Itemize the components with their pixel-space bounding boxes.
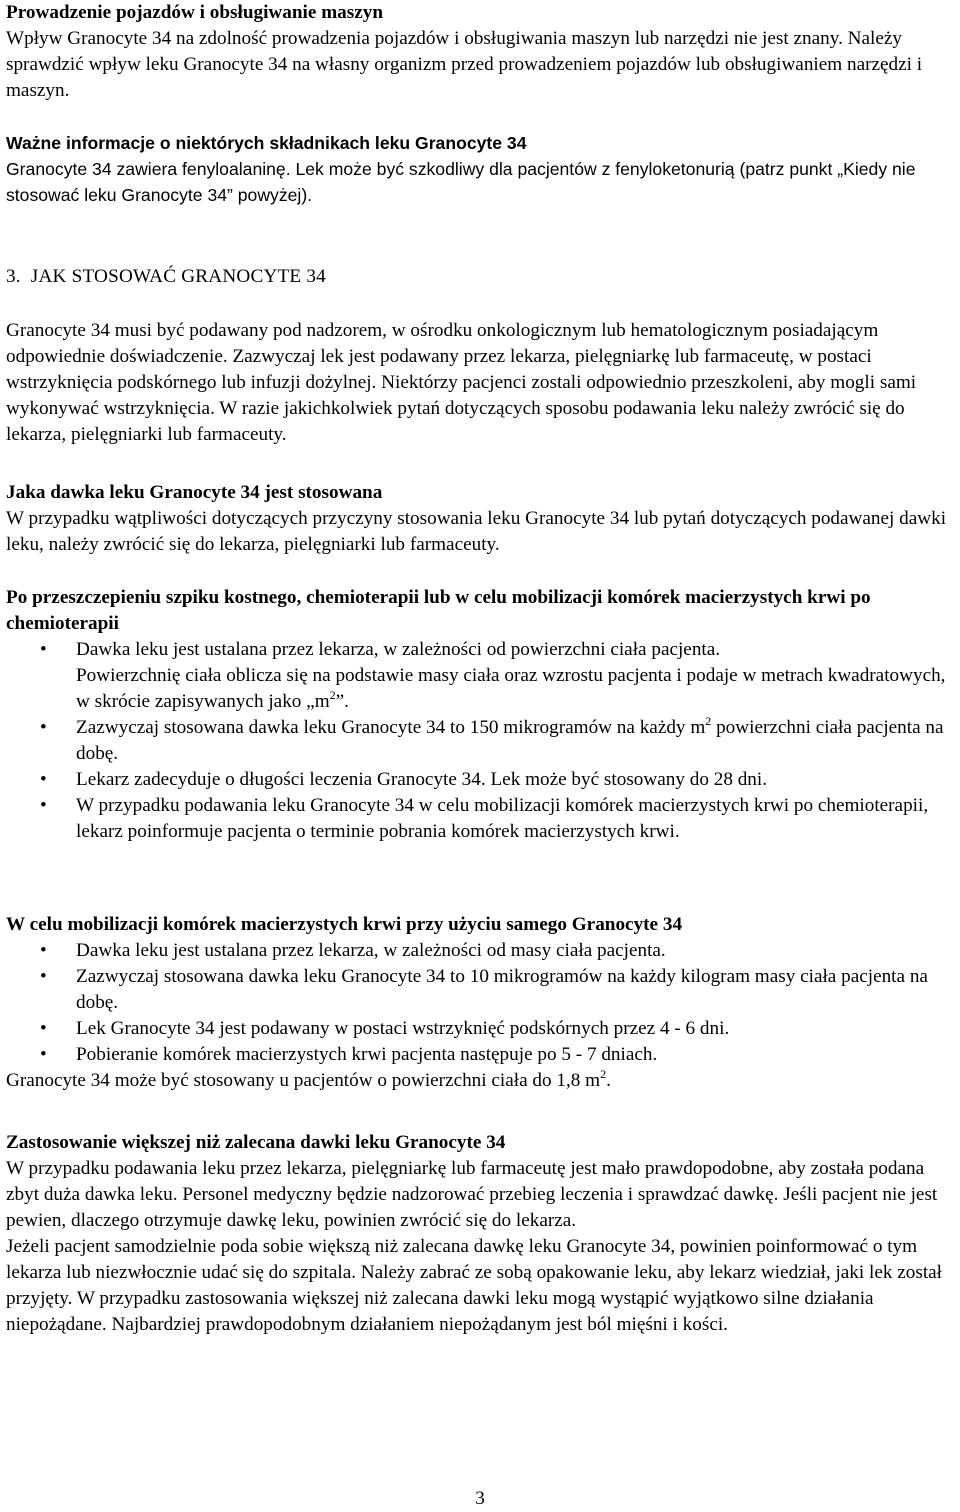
bullet-icon: • [40,940,47,961]
section-driving [6,0,954,104]
list-item-text-end: powierzchni ciała pacjenta na dobę. [76,717,944,764]
list-item-text: W przypadku podawania leku Granocyte 34 w celu mobilizacji komórek macierzystych krwi po chemioterapii, lekarz poinformuje pacjenta o terminie pobrania komórek macierzystych krwi. [76,795,929,842]
list-item [6,767,954,793]
section-mobilization [6,912,954,1094]
superscript: 2 [705,714,712,728]
section-heading: Po przeszczepieniu szpiku kostnego, chemioterapii lub w celu mobilizacji komórek macierzystych krwi po chemioterapii [6,587,871,634]
list-item-text: Dawka leku jest ustalana przez lekarza, w zależności od powierzchni ciała pacjenta. [76,639,721,660]
list-item [6,715,954,767]
section-heading: W celu mobilizacji komórek macierzystych krwi przy użyciu samego Granocyte 34 [6,914,683,935]
bullet-icon: • [40,966,47,987]
section-ingredients [6,130,954,208]
list-item-extra-end: ”. [335,691,349,712]
list-item [6,637,954,715]
note-text: Granocyte 34 może być stosowany u pacjentów o powierzchni ciała do 1,8 m [6,1070,601,1091]
list-item-text: Pobieranie komórek macierzystych krwi pacjenta następuje po 5 - 7 dniach. [76,1044,658,1065]
section-note [6,1068,954,1094]
list-item [6,793,954,845]
section-paragraph: Jeżeli pacjent samodzielnie poda sobie większą niż zalecana dawkę leku Granocyte 34, powinien poinformować o tym lekarza lub niezwłocznie udać się do szpitala. Należy zabrać ze sobą opakowanie leku, aby lekarz wiedział, jaki lek został przyjęty. W przypadku zastosowania większej niż zalecana dawki leku mogą wystąpić wyjątkowo silne działania niepożądane. Najbardziej prawdopodobnym działaniem niepożądanym jest ból mięśni i kości. [6,1236,943,1335]
section-paragraph: Granocyte 34 musi być podawany pod nadzorem, w ośrodku onkologicznym lub hematologicznym posiadającym odpowiednie doświadczenie. Zazwyczaj lek jest podawany przez lekarza, pielęgniarkę lub farmaceutę, w postaci wstrzyknięcia podskórnego lub infuzji dożylnej. Niektórzy pacjenci zostali odpowiednio przeszkoleni, aby mogli sami wykonywać wstrzyknięcia. W razie jakichkolwiek pytań dotyczących sposobu podawania leku należy zwrócić się do lekarza, pielęgniarki lub farmaceuty. [6,320,917,445]
section-heading: Zastosowanie większej niż zalecana dawki leku Granocyte 34 [6,1132,506,1153]
superscript: 2 [329,688,336,702]
list-item [6,938,954,964]
section-paragraph: W przypadku podawania leku przez lekarza, pielęgniarkę lub farmaceutę jest mało prawdopodobne, aby została podana zbyt duża dawka leku. Personel medyczny będzie nadzorować przebieg leczenia i sprawdzać dawkę. Jeśli pacjent nie jest pewien, dlaczego otrzymuje dawkę leku, powinien zwrócić się do lekarza. [6,1158,938,1231]
list-item-text: Dawka leku jest ustalana przez lekarza, w zależności od masy ciała pacjenta. [76,940,666,961]
list-item-extra: Powierzchnię ciała oblicza się na podstawie masy ciała oraz wzrostu pacjenta i podaje w metrach kwadratowych, w skrócie zapisywanych jako „m [76,665,946,712]
list-item [6,1016,954,1042]
section-number: 3. [6,266,21,287]
bullet-icon: • [40,1018,47,1039]
list-item-text: Lekarz zadecyduje o długości leczenia Granocyte 34. Lek może być stosowany do 28 dni. [76,769,768,790]
bullet-icon: • [40,795,47,816]
superscript: 2 [600,1067,607,1081]
section-heading: JAK STOSOWAĆ GRANOCYTE 34 [30,266,326,287]
section-how-to-use-body [6,318,954,448]
section-paragraph: W przypadku wątpliwości dotyczących przyczyny stosowania leku Granocyte 34 lub pytań dotyczących podawanej dawki leku, należy zwrócić się do lekarza, pielęgniarki lub farmaceuty. [6,508,947,555]
section-heading: Prowadzenie pojazdów i obsługiwanie maszyn [6,2,384,23]
list-item-text: Zazwyczaj stosowana dawka leku Granocyte 34 to 10 mikrogramów na każdy kilogram masy ciała pacjenta na dobę. [76,966,928,1013]
section-dose [6,480,954,558]
list-item [6,1042,954,1068]
page-number: 3 [475,1488,485,1509]
bullet-list [6,938,954,1068]
section-heading: Ważne informacje o niektórych składnikach leku Granocyte 34 [6,133,527,153]
section-transplant [6,585,954,845]
bullet-icon: • [40,769,47,790]
list-item-text: Zazwyczaj stosowana dawka leku Granocyte 34 to 150 mikrogramów na każdy m [76,717,706,738]
bullet-icon: • [40,717,47,738]
bullet-list [6,637,954,845]
section-overdose [6,1130,954,1338]
list-item-text: Lek Granocyte 34 jest podawany w postaci wstrzyknięć podskórnych przez 4 - 6 dni. [76,1018,730,1039]
section-how-to-use-heading [6,264,326,290]
note-end: . [606,1070,611,1091]
list-item [6,964,954,1016]
section-heading: Jaka dawka leku Granocyte 34 jest stosowana [6,482,383,503]
section-paragraph: Granocyte 34 zawiera fenyloalaninę. Lek może być szkodliwy dla pacjentów z fenyloketonurią (patrz punkt „Kiedy nie stosować leku Granocyte 34” powyżej). [6,159,916,205]
section-paragraph: Wpływ Granocyte 34 na zdolność prowadzenia pojazdów i obsługiwania maszyn lub narzędzi nie jest znany. Należy sprawdzić wpływ leku Granocyte 34 na własny organizm przed prowadzeniem pojazdów lub obsługiwaniem narzędzi i maszyn. [6,28,923,101]
bullet-icon: • [40,1044,47,1065]
bullet-icon: • [40,639,47,660]
